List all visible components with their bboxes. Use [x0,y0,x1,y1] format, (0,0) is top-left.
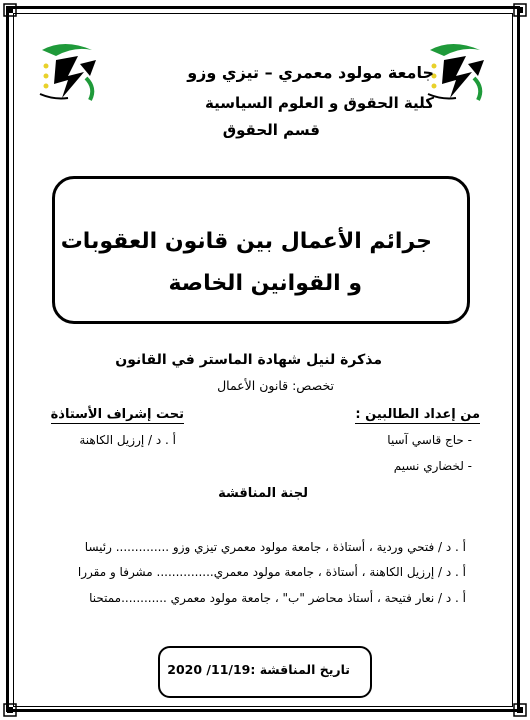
discussion-date: تاريخ المناقشة :11/19/ 2020 [167,662,350,677]
students-label: من إعداد الطالبين : [355,407,480,422]
committee-member: أ . د / نعار فتيحة ، أستاذ محاضر "ب" ، جامعة مولود معمري ............ممتحنا [89,591,466,605]
committee-member: أ . د / إرزيل الكاهنة ، أستاذة ، جامعة مولود معمري............... مشرفا و مقررا [77,565,466,579]
corner-ornament-icon [513,3,527,17]
committee-label: لجنة المناقشة [218,486,308,501]
student-name: - حاج قاسي آسيا [387,433,472,447]
corner-ornament-icon [3,3,17,17]
student-name: - لخضاري نسيم [393,459,472,473]
faculty-name: كلية الحقوق و العلوم السياسية [205,94,434,112]
supervisor-label: تحت إشراف الأستاذة [50,407,184,422]
degree-statement: مذكرة لنيل شهادة الماستر في القانون [115,352,382,368]
corner-ornament-icon [3,703,17,717]
university-logo-icon [34,36,106,104]
corner-ornament-icon [513,703,527,717]
supervisor-name: أ . د / إرزيل الكاهنة [79,433,176,447]
committee-member: أ . د / فتحي وردية ، أستاذة ، جامعة مولود معمري تيزي وزو .............. رئيسا [84,540,466,554]
thesis-title-line-1: جرائم الأعمال بين قانون العقوبات [60,229,432,254]
thesis-title-line-2: و القوانين الخاصة [168,271,362,296]
university-name: جامعة مولود معمري – تيزي وزو [187,63,434,82]
specialization: تخصص: قانون الأعمال [217,378,334,393]
department-name: قسم الحقوق [222,121,320,139]
